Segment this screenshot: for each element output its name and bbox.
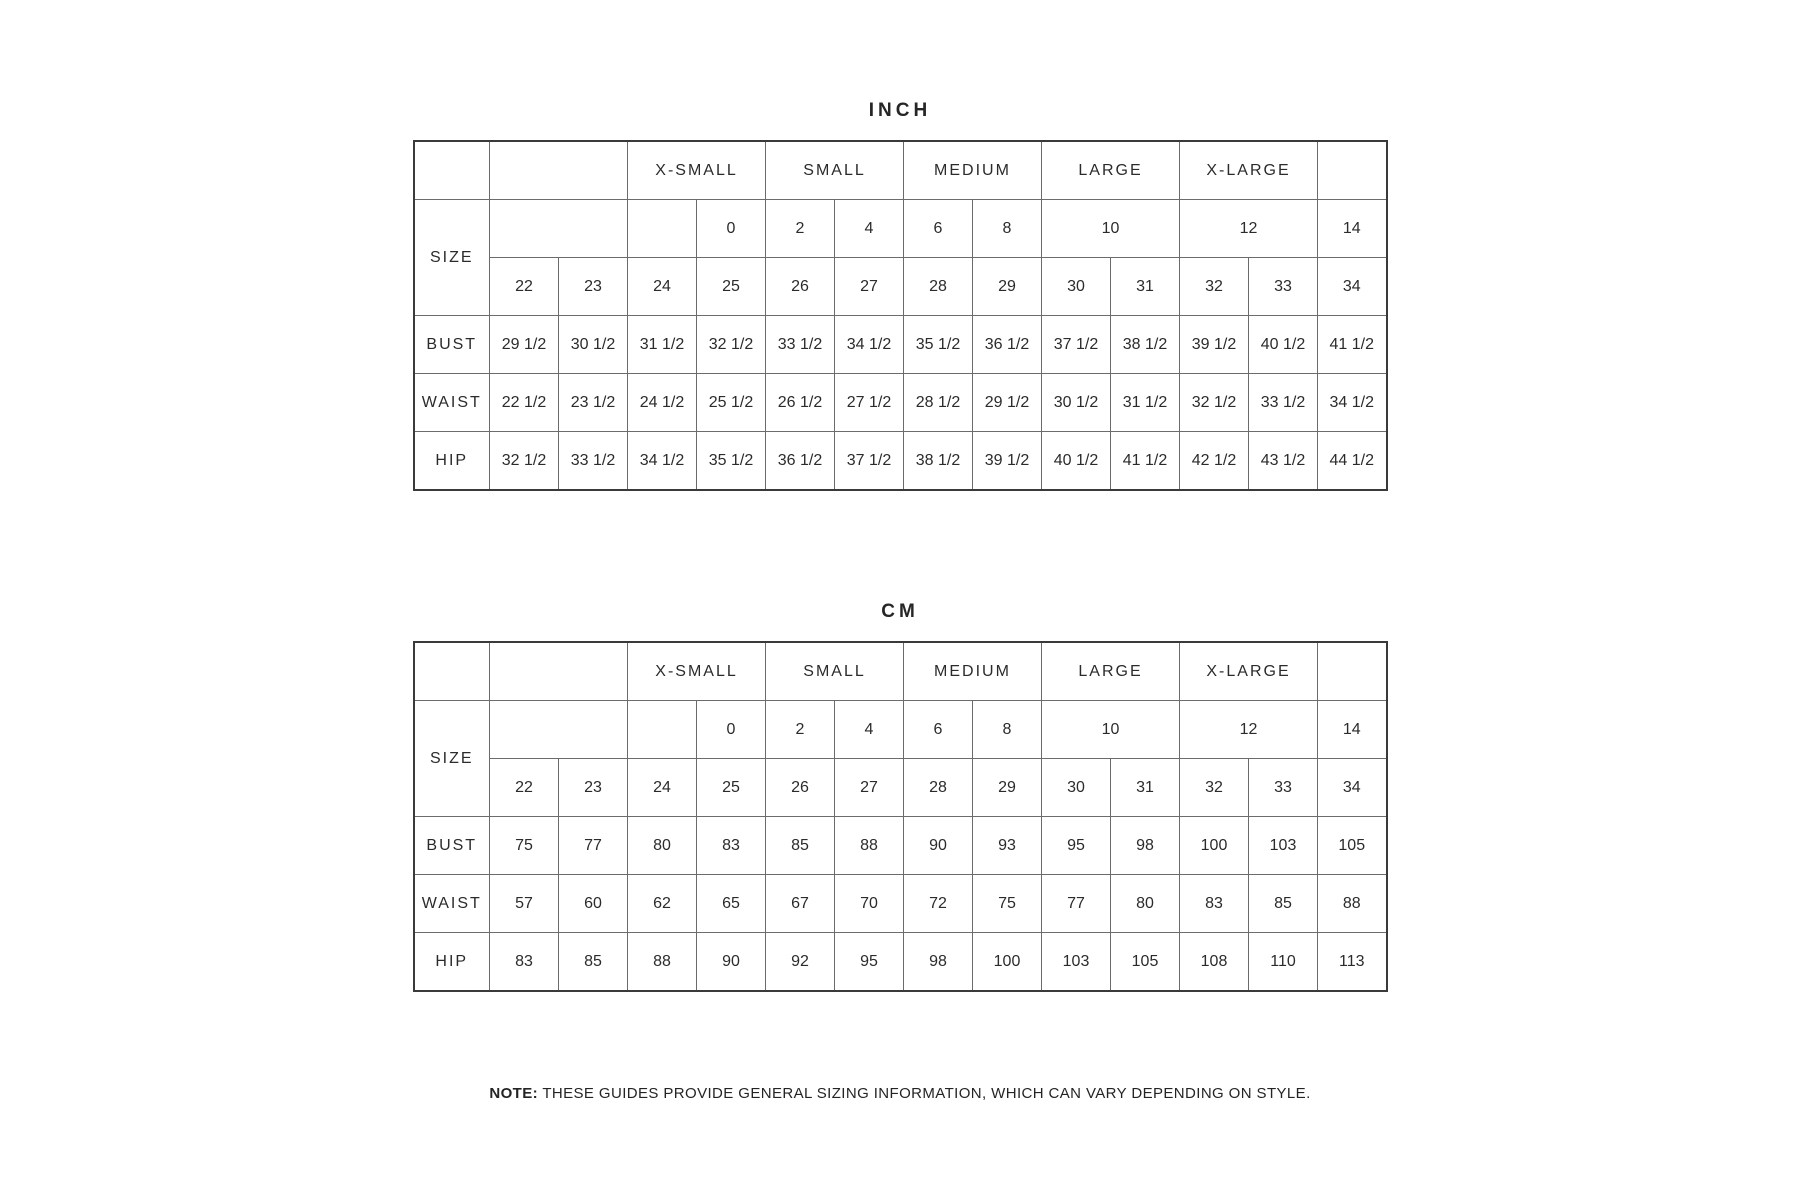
secondary-size-cell: 27 xyxy=(835,759,904,817)
measurement-cell: 39 1/2 xyxy=(1180,316,1249,374)
size-number-10: 10 xyxy=(1042,701,1180,759)
measurement-cell: 34 1/2 xyxy=(628,432,697,491)
measurement-cell: 28 1/2 xyxy=(904,374,973,432)
secondary-size-cell: 32 xyxy=(1180,759,1249,817)
secondary-size-cell: 30 xyxy=(1042,258,1111,316)
secondary-size-cell: 31 xyxy=(1111,258,1180,316)
sizing-note xyxy=(0,1085,1800,1102)
empty-cell xyxy=(1318,642,1387,701)
measurement-cell: 38 1/2 xyxy=(904,432,973,491)
table-row xyxy=(414,933,1387,992)
measurement-cell: 100 xyxy=(973,933,1042,992)
empty-cell xyxy=(628,200,697,258)
table-row-group-headers xyxy=(414,642,1387,701)
measurement-cell: 39 1/2 xyxy=(973,432,1042,491)
measurement-cell: 57 xyxy=(490,875,559,933)
measurement-cell: 40 1/2 xyxy=(1249,316,1318,374)
secondary-size-cell: 25 xyxy=(697,258,766,316)
measurement-cell: 30 1/2 xyxy=(1042,374,1111,432)
secondary-size-cell: 26 xyxy=(766,759,835,817)
measurement-cell: 30 1/2 xyxy=(559,316,628,374)
measurement-cell: 42 1/2 xyxy=(1180,432,1249,491)
measurement-cell: 95 xyxy=(1042,817,1111,875)
secondary-size-cell: 34 xyxy=(1318,258,1387,316)
size-number-12: 12 xyxy=(1180,200,1318,258)
measurement-cell: 110 xyxy=(1249,933,1318,992)
secondary-size-cell: 25 xyxy=(697,759,766,817)
size-number-2: 2 xyxy=(766,701,835,759)
cm-chart-block xyxy=(0,601,1800,992)
size-number-8: 8 xyxy=(973,200,1042,258)
row-header-size: SIZE xyxy=(414,200,490,316)
measurement-cell: 33 1/2 xyxy=(559,432,628,491)
measurement-cell: 88 xyxy=(1318,875,1387,933)
measurement-cell: 90 xyxy=(904,817,973,875)
secondary-size-cell: 28 xyxy=(904,759,973,817)
table-row-secondary-sizes xyxy=(414,258,1387,316)
measurement-cell: 70 xyxy=(835,875,904,933)
size-number-4: 4 xyxy=(835,200,904,258)
measurement-cell: 36 1/2 xyxy=(766,432,835,491)
empty-cell xyxy=(414,141,490,200)
secondary-size-cell: 24 xyxy=(628,258,697,316)
cm-size-table xyxy=(413,641,1388,992)
group-header-small: SMALL xyxy=(766,642,904,701)
table-row xyxy=(414,875,1387,933)
secondary-size-cell: 23 xyxy=(559,258,628,316)
measurement-cell: 83 xyxy=(697,817,766,875)
empty-cell xyxy=(414,642,490,701)
secondary-size-cell: 31 xyxy=(1111,759,1180,817)
row-header-hip: HIP xyxy=(414,432,490,491)
group-header-small: SMALL xyxy=(766,141,904,200)
note-prefix: NOTE: xyxy=(489,1085,539,1102)
secondary-size-cell: 34 xyxy=(1318,759,1387,817)
measurement-cell: 72 xyxy=(904,875,973,933)
table-row-size-numbers xyxy=(414,200,1387,258)
measurement-cell: 34 1/2 xyxy=(1318,374,1387,432)
size-number-6: 6 xyxy=(904,200,973,258)
measurement-cell: 108 xyxy=(1180,933,1249,992)
size-number-0: 0 xyxy=(697,200,766,258)
row-header-hip: HIP xyxy=(414,933,490,992)
measurement-cell: 33 1/2 xyxy=(766,316,835,374)
measurement-cell: 35 1/2 xyxy=(697,432,766,491)
measurement-cell: 83 xyxy=(490,933,559,992)
measurement-cell: 25 1/2 xyxy=(697,374,766,432)
measurement-cell: 29 1/2 xyxy=(973,374,1042,432)
secondary-size-cell: 29 xyxy=(973,759,1042,817)
secondary-size-cell: 33 xyxy=(1249,759,1318,817)
table-row-size-numbers xyxy=(414,701,1387,759)
inch-chart-block xyxy=(0,100,1800,491)
measurement-cell: 38 1/2 xyxy=(1111,316,1180,374)
secondary-size-cell: 32 xyxy=(1180,258,1249,316)
measurement-cell: 33 1/2 xyxy=(1249,374,1318,432)
inch-chart-title: INCH xyxy=(868,100,932,121)
measurement-cell: 113 xyxy=(1318,933,1387,992)
measurement-cell: 85 xyxy=(1249,875,1318,933)
size-number-0: 0 xyxy=(697,701,766,759)
secondary-size-cell: 22 xyxy=(490,258,559,316)
measurement-cell: 32 1/2 xyxy=(697,316,766,374)
secondary-size-cell: 24 xyxy=(628,759,697,817)
measurement-cell: 103 xyxy=(1042,933,1111,992)
measurement-cell: 35 1/2 xyxy=(904,316,973,374)
measurement-cell: 75 xyxy=(490,817,559,875)
measurement-cell: 34 1/2 xyxy=(835,316,904,374)
secondary-size-cell: 29 xyxy=(973,258,1042,316)
measurement-cell: 37 1/2 xyxy=(835,432,904,491)
table-row xyxy=(414,432,1387,491)
measurement-cell: 105 xyxy=(1318,817,1387,875)
table-row-group-headers xyxy=(414,141,1387,200)
measurement-cell: 85 xyxy=(559,933,628,992)
size-number-4: 4 xyxy=(835,701,904,759)
size-number-6: 6 xyxy=(904,701,973,759)
measurement-cell: 100 xyxy=(1180,817,1249,875)
note-text: THESE GUIDES PROVIDE GENERAL SIZING INFORMATION, WHICH CAN VARY DEPENDING ON STYLE. xyxy=(538,1085,1311,1102)
empty-cell xyxy=(490,141,628,200)
table-row xyxy=(414,374,1387,432)
secondary-size-cell: 28 xyxy=(904,258,973,316)
row-header-waist: WAIST xyxy=(414,875,490,933)
measurement-cell: 41 1/2 xyxy=(1318,316,1387,374)
group-header-large: LARGE xyxy=(1042,642,1180,701)
row-header-waist: WAIST xyxy=(414,374,490,432)
size-number-8: 8 xyxy=(973,701,1042,759)
measurement-cell: 93 xyxy=(973,817,1042,875)
group-header-medium: MEDIUM xyxy=(904,141,1042,200)
group-header-xlarge: X-LARGE xyxy=(1180,141,1318,200)
measurement-cell: 40 1/2 xyxy=(1042,432,1111,491)
measurement-cell: 27 1/2 xyxy=(835,374,904,432)
measurement-cell: 29 1/2 xyxy=(490,316,559,374)
group-header-medium: MEDIUM xyxy=(904,642,1042,701)
measurement-cell: 98 xyxy=(904,933,973,992)
cm-chart-title: CM xyxy=(881,601,919,622)
measurement-cell: 31 1/2 xyxy=(1111,374,1180,432)
empty-cell xyxy=(490,701,628,759)
measurement-cell: 105 xyxy=(1111,933,1180,992)
group-header-xsmall: X-SMALL xyxy=(628,141,766,200)
measurement-cell: 65 xyxy=(697,875,766,933)
secondary-size-cell: 33 xyxy=(1249,258,1318,316)
inch-size-table xyxy=(413,140,1388,491)
empty-cell xyxy=(628,701,697,759)
measurement-cell: 80 xyxy=(628,817,697,875)
size-number-14: 14 xyxy=(1318,200,1387,258)
row-header-bust: BUST xyxy=(414,316,490,374)
measurement-cell: 98 xyxy=(1111,817,1180,875)
secondary-size-cell: 23 xyxy=(559,759,628,817)
secondary-size-cell: 27 xyxy=(835,258,904,316)
secondary-size-cell: 26 xyxy=(766,258,835,316)
measurement-cell: 23 1/2 xyxy=(559,374,628,432)
row-header-size: SIZE xyxy=(414,701,490,817)
measurement-cell: 80 xyxy=(1111,875,1180,933)
measurement-cell: 77 xyxy=(559,817,628,875)
measurement-cell: 26 1/2 xyxy=(766,374,835,432)
measurement-cell: 103 xyxy=(1249,817,1318,875)
group-header-xsmall: X-SMALL xyxy=(628,642,766,701)
measurement-cell: 24 1/2 xyxy=(628,374,697,432)
size-number-12: 12 xyxy=(1180,701,1318,759)
measurement-cell: 37 1/2 xyxy=(1042,316,1111,374)
size-number-14: 14 xyxy=(1318,701,1387,759)
empty-cell xyxy=(490,642,628,701)
size-number-2: 2 xyxy=(766,200,835,258)
measurement-cell: 85 xyxy=(766,817,835,875)
measurement-cell: 92 xyxy=(766,933,835,992)
measurement-cell: 77 xyxy=(1042,875,1111,933)
measurement-cell: 75 xyxy=(973,875,1042,933)
row-header-bust: BUST xyxy=(414,817,490,875)
measurement-cell: 90 xyxy=(697,933,766,992)
size-number-10: 10 xyxy=(1042,200,1180,258)
table-row xyxy=(414,316,1387,374)
measurement-cell: 36 1/2 xyxy=(973,316,1042,374)
measurement-cell: 88 xyxy=(628,933,697,992)
measurement-cell: 67 xyxy=(766,875,835,933)
measurement-cell: 43 1/2 xyxy=(1249,432,1318,491)
secondary-size-cell: 30 xyxy=(1042,759,1111,817)
measurement-cell: 31 1/2 xyxy=(628,316,697,374)
table-row xyxy=(414,817,1387,875)
measurement-cell: 83 xyxy=(1180,875,1249,933)
table-row-secondary-sizes xyxy=(414,759,1387,817)
measurement-cell: 95 xyxy=(835,933,904,992)
measurement-cell: 32 1/2 xyxy=(1180,374,1249,432)
empty-cell xyxy=(490,200,628,258)
measurement-cell: 60 xyxy=(559,875,628,933)
measurement-cell: 32 1/2 xyxy=(490,432,559,491)
measurement-cell: 88 xyxy=(835,817,904,875)
secondary-size-cell: 22 xyxy=(490,759,559,817)
group-header-xlarge: X-LARGE xyxy=(1180,642,1318,701)
measurement-cell: 44 1/2 xyxy=(1318,432,1387,491)
group-header-large: LARGE xyxy=(1042,141,1180,200)
measurement-cell: 41 1/2 xyxy=(1111,432,1180,491)
empty-cell xyxy=(1318,141,1387,200)
measurement-cell: 62 xyxy=(628,875,697,933)
measurement-cell: 22 1/2 xyxy=(490,374,559,432)
